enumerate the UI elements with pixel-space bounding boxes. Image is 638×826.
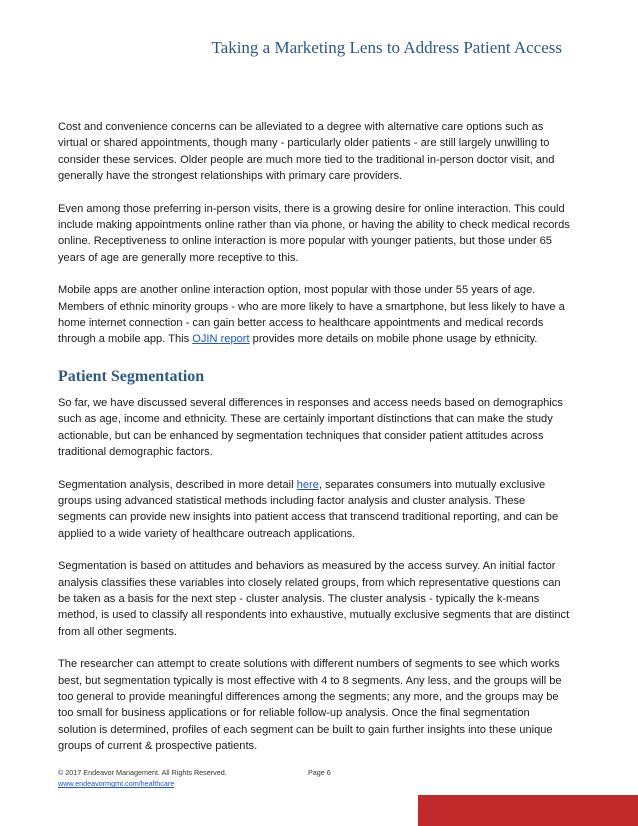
- paragraph-text: Mobile apps are another online interaction option, most popular with those under 55 years of age. Members of ethnic minority groups - who are more likely to have a smartphone, but less likely to have a home internet connection - can gain better access to healthcare appointments and medical records through a mobile app. This: [58, 284, 565, 346]
- footer-line: [58, 768, 458, 779]
- footer: [58, 768, 458, 788]
- footer-page-number: Page 6: [308, 768, 331, 777]
- paragraph-segment-count: The researcher can attempt to create solutions with different numbers of segments to see which works best, but segmentation typically is most effective with 4 to 8 segments. Any less, and the groups will be too general to provide meaningful differences among the segments; any more, and the groups may be too small for business applications or for reliable follow-up analysis. Once the final segmentation solution is determined, profiles of each segment can be built to gain further insights into these unique groups of current & prospective patients.: [58, 658, 562, 753]
- footer-website-link[interactable]: www.endeavormgmt.com/healthcare: [58, 779, 175, 788]
- paragraph-alternative-care: Cost and convenience concerns can be alleviated to a degree with alternative care options such as virtual or shared appointments, though many - particularly older patients - are still largely unwilling to consider these services. Older people are much more tied to the traditional in-person doctor visit, and generally have the strongest relationships with primary care providers.: [58, 121, 555, 183]
- paragraph-online-interaction: Even among those preferring in-person visits, there is a growing desire for online interaction. This could include making appointments online rather than via phone, or having the ability to check medical records online. Receptiveness to online interaction is more popular with younger patients, but those under 65 years of age are generally more receptive to this.: [58, 202, 570, 264]
- section-heading: Patient Segmentation: [58, 367, 205, 385]
- paragraph-text: Segmentation analysis, described in more detail: [58, 478, 297, 491]
- footer-accent-bar: [418, 795, 638, 826]
- here-link[interactable]: here: [296, 478, 319, 491]
- paragraph-mobile-apps: [58, 282, 570, 348]
- paragraph-text: , separates consumers into mutually exclusive groups using advanced statistical methods including factor analysis and cluster analysis. These segments can provide new insights into patient access that transcend traditional reporting, and can be applied to a wide variety of healthcare outreach applications.: [58, 478, 559, 540]
- document-body: [58, 119, 570, 771]
- paragraph-factor-analysis: Segmentation is based on attitudes and behaviors as measured by the access survey. An initial factor analysis classifies these variables into closely related groups, from which representative questions can be taken as a basis for the next step - cluster analysis. The cluster analysis - typically the k-means method, is used to classify all respondents into exhaustive, mutually exclusive segments that are distinct from all other segments.: [58, 560, 570, 638]
- ojin-report-link[interactable]: OJIN report: [192, 333, 250, 346]
- header-title: Taking a Marketing Lens to Address Patient Access: [211, 38, 562, 57]
- paragraph-text: provides more details on mobile phone usage by ethnicity.: [249, 333, 538, 346]
- footer-copyright: © 2017 Endeavor Management. All Rights Reserved.: [58, 768, 227, 777]
- paragraph-demographics: So far, we have discussed several differences in responses and access needs based on demographics such as age, income and ethnicity. These are certainly important distinctions that can make the study actionable, but can be enhanced by segmentation techniques that consider patient attitudes across traditional demographic factors.: [58, 396, 563, 459]
- paragraph-segmentation-analysis: [58, 477, 570, 543]
